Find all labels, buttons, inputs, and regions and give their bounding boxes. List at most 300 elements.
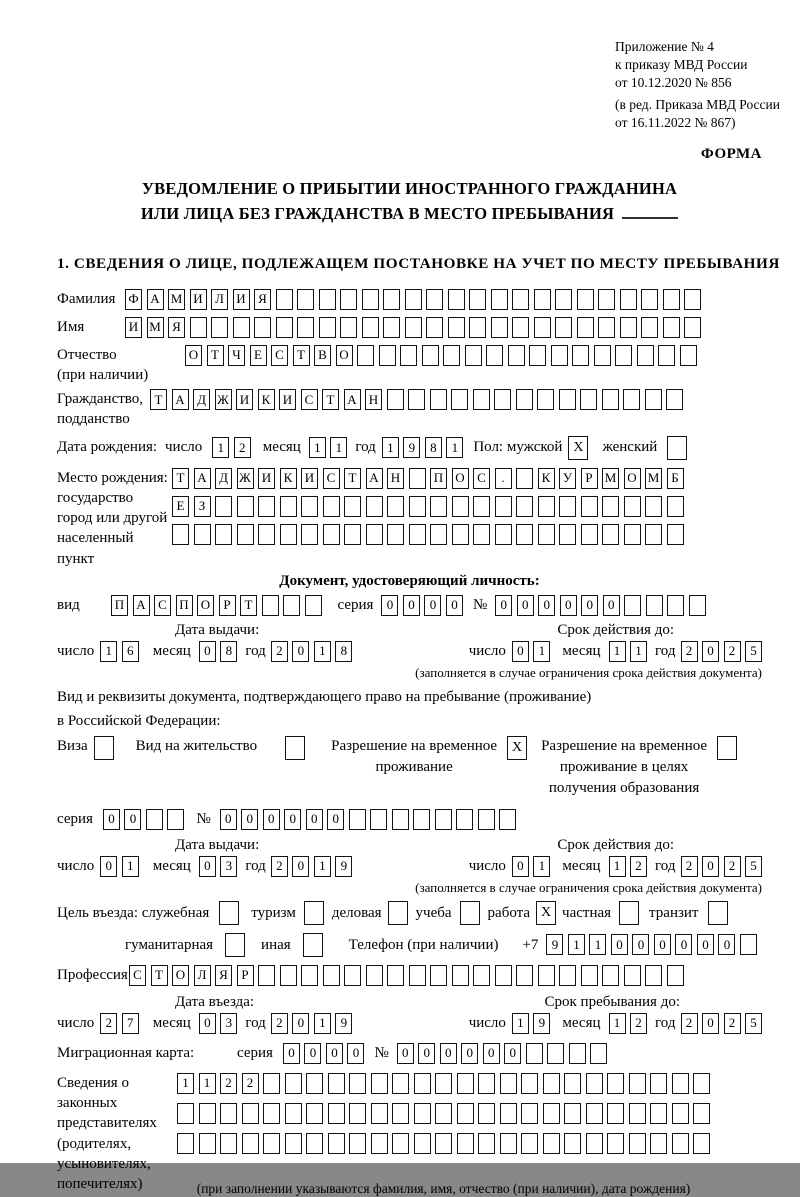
char-box[interactable] <box>500 1133 517 1154</box>
char-box[interactable] <box>516 496 533 517</box>
char-box[interactable] <box>666 389 683 410</box>
char-box[interactable]: 5 <box>745 1013 762 1034</box>
char-box[interactable]: 8 <box>220 641 237 662</box>
char-box[interactable] <box>233 317 250 338</box>
char-box[interactable] <box>667 524 684 545</box>
char-box[interactable]: 0 <box>292 641 309 662</box>
char-box[interactable] <box>581 965 598 986</box>
char-box[interactable] <box>344 524 361 545</box>
char-box[interactable]: О <box>197 595 214 616</box>
char-box[interactable]: 0 <box>292 1013 309 1034</box>
char-box[interactable] <box>516 468 533 489</box>
char-box[interactable] <box>607 1133 624 1154</box>
char-box[interactable] <box>641 289 658 310</box>
char-box[interactable] <box>684 317 701 338</box>
char-box[interactable] <box>495 496 512 517</box>
char-box[interactable]: И <box>301 468 318 489</box>
char-box[interactable] <box>521 1073 538 1094</box>
char-box[interactable] <box>435 1073 452 1094</box>
char-box[interactable] <box>319 289 336 310</box>
char-box[interactable] <box>667 965 684 986</box>
char-box[interactable]: Я <box>168 317 185 338</box>
char-box[interactable] <box>516 389 533 410</box>
char-box[interactable]: 8 <box>425 437 442 458</box>
char-box[interactable]: Ж <box>237 468 254 489</box>
char-box[interactable] <box>388 901 408 925</box>
char-box[interactable] <box>645 389 662 410</box>
char-box[interactable]: 0 <box>675 934 692 955</box>
char-box[interactable] <box>323 965 340 986</box>
char-box[interactable]: У <box>559 468 576 489</box>
char-box[interactable] <box>586 1103 603 1124</box>
char-box[interactable] <box>516 524 533 545</box>
char-box[interactable]: К <box>258 389 275 410</box>
char-box[interactable]: 0 <box>306 809 323 830</box>
char-box[interactable] <box>598 289 615 310</box>
char-box[interactable]: 0 <box>241 809 258 830</box>
char-box[interactable]: Т <box>344 468 361 489</box>
char-box[interactable]: Л <box>211 289 228 310</box>
char-box[interactable] <box>620 317 637 338</box>
char-box[interactable] <box>409 965 426 986</box>
char-box[interactable] <box>349 1073 366 1094</box>
char-box[interactable]: Я <box>254 289 271 310</box>
char-box[interactable]: 8 <box>335 641 352 662</box>
char-box[interactable]: 1 <box>199 1073 216 1094</box>
char-box[interactable] <box>624 595 641 616</box>
char-box[interactable]: С <box>323 468 340 489</box>
char-box[interactable]: С <box>129 965 146 986</box>
char-box[interactable] <box>283 595 300 616</box>
char-box[interactable]: X <box>536 901 556 925</box>
char-box[interactable] <box>258 524 275 545</box>
char-box[interactable] <box>301 524 318 545</box>
char-box[interactable]: Н <box>365 389 382 410</box>
char-box[interactable] <box>199 1133 216 1154</box>
char-box[interactable]: 0 <box>504 1043 521 1064</box>
char-box[interactable] <box>629 1103 646 1124</box>
char-box[interactable] <box>219 901 239 925</box>
char-box[interactable] <box>473 524 490 545</box>
char-box[interactable] <box>344 496 361 517</box>
char-box[interactable] <box>663 317 680 338</box>
char-box[interactable] <box>641 317 658 338</box>
char-box[interactable] <box>672 1073 689 1094</box>
char-box[interactable] <box>413 809 430 830</box>
char-box[interactable] <box>225 933 245 957</box>
char-box[interactable] <box>708 901 728 925</box>
char-box[interactable]: Е <box>172 496 189 517</box>
char-box[interactable]: 2 <box>271 1013 288 1034</box>
char-box[interactable]: 0 <box>702 1013 719 1034</box>
char-box[interactable] <box>452 524 469 545</box>
char-box[interactable] <box>409 496 426 517</box>
char-box[interactable] <box>645 524 662 545</box>
char-box[interactable] <box>426 317 443 338</box>
char-box[interactable]: Т <box>322 389 339 410</box>
char-box[interactable]: 9 <box>335 1013 352 1034</box>
char-box[interactable]: 0 <box>424 595 441 616</box>
char-box[interactable] <box>559 496 576 517</box>
char-box[interactable]: 0 <box>304 1043 321 1064</box>
char-box[interactable] <box>586 1073 603 1094</box>
char-box[interactable]: Ч <box>228 345 245 366</box>
char-box[interactable]: Т <box>293 345 310 366</box>
char-box[interactable] <box>602 389 619 410</box>
char-box[interactable]: 2 <box>234 437 251 458</box>
char-box[interactable] <box>190 317 207 338</box>
char-box[interactable] <box>285 1073 302 1094</box>
char-box[interactable]: Ж <box>215 389 232 410</box>
char-box[interactable]: С <box>271 345 288 366</box>
char-box[interactable] <box>366 965 383 986</box>
char-box[interactable]: 1 <box>100 641 117 662</box>
char-box[interactable] <box>371 1133 388 1154</box>
char-box[interactable] <box>460 901 480 925</box>
char-box[interactable]: 0 <box>397 1043 414 1064</box>
char-box[interactable] <box>717 736 737 760</box>
char-box[interactable]: Б <box>667 468 684 489</box>
char-box[interactable]: Д <box>215 468 232 489</box>
char-box[interactable]: 1 <box>630 641 647 662</box>
char-box[interactable]: 2 <box>630 856 647 877</box>
char-box[interactable] <box>414 1133 431 1154</box>
char-box[interactable] <box>680 345 697 366</box>
char-box[interactable] <box>146 809 163 830</box>
char-box[interactable]: 1 <box>609 641 626 662</box>
char-box[interactable]: И <box>236 389 253 410</box>
char-box[interactable]: К <box>538 468 555 489</box>
char-box[interactable] <box>457 1133 474 1154</box>
char-box[interactable] <box>349 1103 366 1124</box>
char-box[interactable] <box>658 345 675 366</box>
char-box[interactable] <box>357 345 374 366</box>
char-box[interactable]: 0 <box>560 595 577 616</box>
char-box[interactable] <box>220 1103 237 1124</box>
char-box[interactable] <box>443 345 460 366</box>
char-box[interactable]: Р <box>237 965 254 986</box>
char-box[interactable] <box>301 965 318 986</box>
char-box[interactable] <box>581 524 598 545</box>
char-box[interactable] <box>297 317 314 338</box>
char-box[interactable] <box>457 1073 474 1094</box>
char-box[interactable] <box>362 289 379 310</box>
char-box[interactable] <box>366 524 383 545</box>
char-box[interactable]: 1 <box>533 641 550 662</box>
char-box[interactable] <box>620 289 637 310</box>
char-box[interactable]: 9 <box>403 437 420 458</box>
char-box[interactable] <box>559 524 576 545</box>
char-box[interactable] <box>452 496 469 517</box>
char-box[interactable] <box>693 1073 710 1094</box>
char-box[interactable] <box>663 289 680 310</box>
char-box[interactable] <box>689 595 706 616</box>
char-box[interactable]: 1 <box>512 1013 529 1034</box>
char-box[interactable] <box>262 595 279 616</box>
char-box[interactable]: 0 <box>611 934 628 955</box>
char-box[interactable] <box>650 1133 667 1154</box>
char-box[interactable] <box>456 809 473 830</box>
char-box[interactable] <box>693 1103 710 1124</box>
char-box[interactable] <box>577 317 594 338</box>
char-box[interactable]: 2 <box>630 1013 647 1034</box>
char-box[interactable] <box>473 389 490 410</box>
char-box[interactable]: 1 <box>177 1073 194 1094</box>
char-box[interactable] <box>529 345 546 366</box>
char-box[interactable] <box>602 965 619 986</box>
char-box[interactable] <box>177 1133 194 1154</box>
char-box[interactable] <box>598 317 615 338</box>
char-box[interactable]: . <box>495 468 512 489</box>
char-box[interactable]: 1 <box>212 437 229 458</box>
char-box[interactable] <box>435 1133 452 1154</box>
char-box[interactable] <box>94 736 114 760</box>
char-box[interactable]: 0 <box>538 595 555 616</box>
char-box[interactable] <box>263 1133 280 1154</box>
char-box[interactable]: 1 <box>589 934 606 955</box>
char-box[interactable] <box>543 1103 560 1124</box>
char-box[interactable]: 0 <box>483 1043 500 1064</box>
char-box[interactable]: 0 <box>697 934 714 955</box>
char-box[interactable] <box>538 524 555 545</box>
char-box[interactable]: 2 <box>681 1013 698 1034</box>
char-box[interactable] <box>564 1103 581 1124</box>
char-box[interactable]: О <box>624 468 641 489</box>
char-box[interactable] <box>667 595 684 616</box>
char-box[interactable] <box>650 1103 667 1124</box>
char-box[interactable]: 0 <box>418 1043 435 1064</box>
char-box[interactable] <box>500 1073 517 1094</box>
char-box[interactable] <box>486 345 503 366</box>
char-box[interactable]: О <box>452 468 469 489</box>
char-box[interactable] <box>478 1103 495 1124</box>
char-box[interactable] <box>280 965 297 986</box>
char-box[interactable]: 0 <box>581 595 598 616</box>
char-box[interactable] <box>371 1103 388 1124</box>
char-box[interactable] <box>538 496 555 517</box>
char-box[interactable] <box>629 1073 646 1094</box>
char-box[interactable]: М <box>602 468 619 489</box>
char-box[interactable] <box>328 1133 345 1154</box>
char-box[interactable]: 0 <box>440 1043 457 1064</box>
char-box[interactable] <box>366 496 383 517</box>
char-box[interactable] <box>564 1133 581 1154</box>
char-box[interactable] <box>478 1073 495 1094</box>
char-box[interactable]: О <box>185 345 202 366</box>
char-box[interactable] <box>297 289 314 310</box>
char-box[interactable] <box>237 524 254 545</box>
char-box[interactable]: 0 <box>100 856 117 877</box>
char-box[interactable] <box>672 1133 689 1154</box>
char-box[interactable] <box>280 524 297 545</box>
char-box[interactable] <box>422 345 439 366</box>
char-box[interactable] <box>602 496 619 517</box>
char-box[interactable]: П <box>430 468 447 489</box>
char-box[interactable] <box>555 289 572 310</box>
char-box[interactable] <box>242 1133 259 1154</box>
char-box[interactable] <box>344 965 361 986</box>
char-box[interactable]: 1 <box>314 641 331 662</box>
char-box[interactable] <box>491 317 508 338</box>
char-box[interactable] <box>607 1073 624 1094</box>
char-box[interactable]: 0 <box>124 809 141 830</box>
char-box[interactable] <box>408 389 425 410</box>
char-box[interactable] <box>237 496 254 517</box>
char-box[interactable]: 2 <box>271 641 288 662</box>
char-box[interactable]: И <box>125 317 142 338</box>
char-box[interactable]: Т <box>172 468 189 489</box>
char-box[interactable]: З <box>194 496 211 517</box>
char-box[interactable] <box>534 317 551 338</box>
char-box[interactable] <box>547 1043 564 1064</box>
char-box[interactable] <box>569 1043 586 1064</box>
char-box[interactable] <box>581 496 598 517</box>
char-box[interactable]: И <box>258 468 275 489</box>
char-box[interactable]: 6 <box>122 641 139 662</box>
char-box[interactable]: Я <box>215 965 232 986</box>
char-box[interactable]: Т <box>207 345 224 366</box>
char-box[interactable]: 3 <box>220 856 237 877</box>
char-box[interactable] <box>538 965 555 986</box>
char-box[interactable]: 2 <box>100 1013 117 1034</box>
char-box[interactable] <box>306 1103 323 1124</box>
char-box[interactable] <box>392 1073 409 1094</box>
char-box[interactable]: 0 <box>718 934 735 955</box>
char-box[interactable] <box>340 289 357 310</box>
char-box[interactable] <box>457 1103 474 1124</box>
char-box[interactable]: 0 <box>632 934 649 955</box>
char-box[interactable]: 0 <box>654 934 671 955</box>
char-box[interactable]: 2 <box>681 641 698 662</box>
char-box[interactable] <box>512 289 529 310</box>
char-box[interactable]: 1 <box>382 437 399 458</box>
char-box[interactable]: А <box>133 595 150 616</box>
char-box[interactable] <box>448 289 465 310</box>
char-box[interactable] <box>491 289 508 310</box>
char-box[interactable] <box>211 317 228 338</box>
char-box[interactable] <box>551 345 568 366</box>
char-box[interactable] <box>387 389 404 410</box>
char-box[interactable] <box>684 289 701 310</box>
char-box[interactable]: 1 <box>309 437 326 458</box>
char-box[interactable] <box>306 1133 323 1154</box>
char-box[interactable] <box>555 317 572 338</box>
char-box[interactable] <box>594 345 611 366</box>
char-box[interactable] <box>451 389 468 410</box>
char-box[interactable]: 1 <box>446 437 463 458</box>
char-box[interactable]: 1 <box>314 1013 331 1034</box>
char-box[interactable] <box>392 1133 409 1154</box>
char-box[interactable]: 0 <box>446 595 463 616</box>
char-box[interactable]: А <box>172 389 189 410</box>
char-box[interactable]: С <box>301 389 318 410</box>
char-box[interactable]: Д <box>193 389 210 410</box>
char-box[interactable] <box>194 524 211 545</box>
char-box[interactable] <box>607 1103 624 1124</box>
char-box[interactable]: И <box>279 389 296 410</box>
char-box[interactable]: 5 <box>745 856 762 877</box>
char-box[interactable]: П <box>176 595 193 616</box>
char-box[interactable] <box>263 1103 280 1124</box>
char-box[interactable] <box>534 289 551 310</box>
char-box[interactable] <box>448 317 465 338</box>
char-box[interactable] <box>362 317 379 338</box>
char-box[interactable]: Т <box>240 595 257 616</box>
char-box[interactable]: И <box>233 289 250 310</box>
char-box[interactable] <box>328 1103 345 1124</box>
char-box[interactable] <box>494 389 511 410</box>
char-box[interactable]: Р <box>581 468 598 489</box>
char-box[interactable]: 0 <box>199 856 216 877</box>
char-box[interactable]: 2 <box>681 856 698 877</box>
char-box[interactable]: 2 <box>724 641 741 662</box>
char-box[interactable] <box>199 1103 216 1124</box>
char-box[interactable] <box>645 496 662 517</box>
char-box[interactable] <box>303 933 323 957</box>
char-box[interactable] <box>305 595 322 616</box>
char-box[interactable] <box>495 965 512 986</box>
char-box[interactable]: 0 <box>327 809 344 830</box>
char-box[interactable] <box>469 289 486 310</box>
char-box[interactable] <box>409 468 426 489</box>
char-box[interactable] <box>465 345 482 366</box>
char-box[interactable] <box>215 496 232 517</box>
char-box[interactable]: Н <box>387 468 404 489</box>
char-box[interactable]: П <box>111 595 128 616</box>
char-box[interactable] <box>400 345 417 366</box>
char-box[interactable] <box>495 524 512 545</box>
char-box[interactable] <box>590 1043 607 1064</box>
char-box[interactable]: X <box>507 736 527 760</box>
char-box[interactable] <box>521 1103 538 1124</box>
char-box[interactable] <box>435 1103 452 1124</box>
char-box[interactable] <box>387 496 404 517</box>
char-box[interactable] <box>258 496 275 517</box>
char-box[interactable] <box>624 524 641 545</box>
char-box[interactable] <box>285 736 305 760</box>
char-box[interactable] <box>580 389 597 410</box>
char-box[interactable] <box>543 1133 560 1154</box>
char-box[interactable] <box>537 389 554 410</box>
char-box[interactable]: М <box>645 468 662 489</box>
char-box[interactable]: 0 <box>220 809 237 830</box>
char-box[interactable]: 2 <box>220 1073 237 1094</box>
char-box[interactable] <box>430 389 447 410</box>
char-box[interactable] <box>276 317 293 338</box>
char-box[interactable]: 0 <box>199 1013 216 1034</box>
char-box[interactable] <box>629 1133 646 1154</box>
char-box[interactable] <box>340 317 357 338</box>
char-box[interactable]: 0 <box>403 595 420 616</box>
char-box[interactable]: 0 <box>381 595 398 616</box>
char-box[interactable] <box>172 524 189 545</box>
char-box[interactable] <box>371 1073 388 1094</box>
char-box[interactable]: Т <box>151 965 168 986</box>
char-box[interactable]: Т <box>150 389 167 410</box>
char-box[interactable] <box>645 965 662 986</box>
char-box[interactable] <box>469 317 486 338</box>
char-box[interactable] <box>473 496 490 517</box>
char-box[interactable]: 1 <box>609 856 626 877</box>
char-box[interactable] <box>508 345 525 366</box>
char-box[interactable] <box>430 965 447 986</box>
char-box[interactable] <box>543 1073 560 1094</box>
char-box[interactable]: С <box>473 468 490 489</box>
char-box[interactable]: В <box>314 345 331 366</box>
char-box[interactable] <box>167 809 184 830</box>
char-box[interactable]: 0 <box>284 809 301 830</box>
char-box[interactable] <box>215 524 232 545</box>
